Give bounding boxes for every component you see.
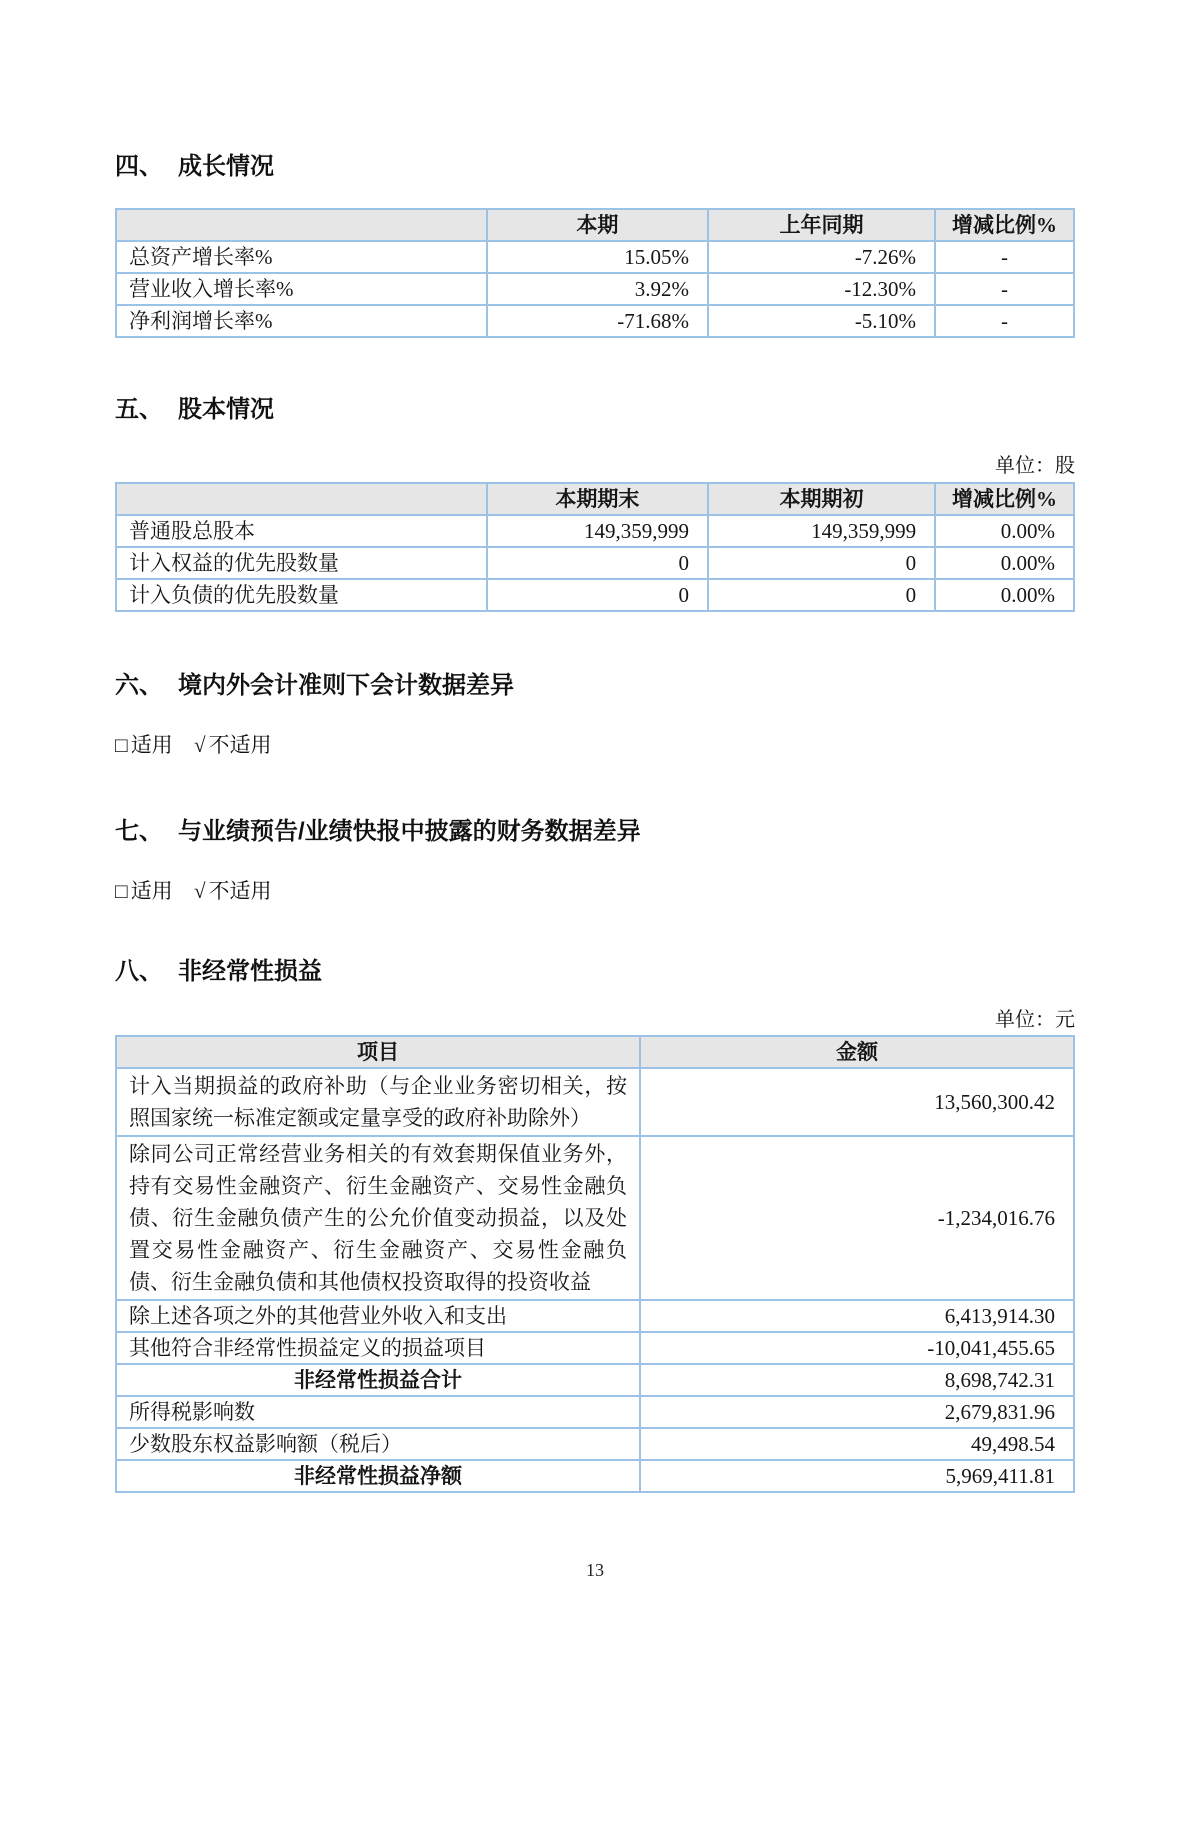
growth-table-header-row (116, 209, 1074, 241)
table-row (116, 1068, 1074, 1136)
table-row-total (116, 1364, 1074, 1396)
row-label: 净利润增长率% (116, 305, 487, 337)
table-row (116, 579, 1074, 611)
checkmark-icon: √ (193, 733, 206, 757)
table-row (116, 547, 1074, 579)
current-value: -71.68% (487, 305, 708, 337)
checkbox-unchecked-icon: □ (115, 879, 128, 903)
item-cell: 所得税影响数 (116, 1396, 640, 1428)
row-label: 计入负债的优先股数量 (116, 579, 487, 611)
change-value: - (935, 273, 1074, 305)
section-forecast-differences-heading (115, 818, 1075, 846)
section-number: 七、 (115, 818, 163, 845)
column-header-current: 本期 (487, 209, 708, 241)
section-non-recurring-heading (115, 958, 1075, 986)
amount-cell: 5,969,411.81 (640, 1460, 1074, 1492)
column-header-item: 项目 (116, 1036, 640, 1068)
amount-cell: 6,413,914.30 (640, 1300, 1074, 1332)
table-row (116, 241, 1074, 273)
period-begin-value: 149,359,999 (708, 515, 935, 547)
item-cell: 计入当期损益的政府补助（与企业业务密切相关，按照国家统一标准定额或定量享受的政府补助除外） (116, 1068, 640, 1136)
section-title-text: 成长情况 (178, 153, 274, 180)
row-label: 普通股总股本 (116, 515, 487, 547)
checkmark-icon: √ (193, 879, 206, 903)
section-title-text: 股本情况 (178, 396, 274, 423)
column-header-period-begin: 本期期初 (708, 483, 935, 515)
prior-value: -7.26% (708, 241, 935, 273)
page-number: 13 (586, 1560, 604, 1580)
applicable-option (115, 733, 173, 757)
column-header-period-end: 本期期末 (487, 483, 708, 515)
amount-cell: -10,041,455.65 (640, 1332, 1074, 1364)
table-row (116, 1428, 1074, 1460)
table-row (116, 515, 1074, 547)
change-value: 0.00% (935, 579, 1074, 611)
share-capital-table (115, 482, 1075, 612)
checkbox-unchecked-icon: □ (115, 733, 128, 757)
section-title-text: 非经常性损益 (178, 958, 322, 985)
row-label: 计入权益的优先股数量 (116, 547, 487, 579)
change-value: - (935, 305, 1074, 337)
not-applicable-option (194, 733, 272, 757)
applicability-options (115, 732, 1075, 758)
unit-label-yuan: 单位：元 (995, 1009, 1075, 1031)
prior-value: -12.30% (708, 273, 935, 305)
applicable-option (115, 879, 173, 903)
applicability-options (115, 878, 1075, 904)
report-page (0, 153, 1200, 1581)
section-number: 八、 (115, 958, 163, 985)
section-title-text: 境内外会计准则下会计数据差异 (178, 672, 514, 699)
table-row-total (116, 1460, 1074, 1492)
total-label-cell: 非经常性损益合计 (116, 1364, 640, 1396)
section-number: 六、 (115, 672, 163, 699)
section-title-text: 与业绩预告/业绩快报中披露的财务数据差异 (178, 818, 641, 845)
table-row (116, 1396, 1074, 1428)
applicable-label: 适用 (130, 733, 173, 757)
not-applicable-option (194, 879, 272, 903)
row-label: 总资产增长率% (116, 241, 487, 273)
column-header-prior: 上年同期 (708, 209, 935, 241)
change-value: - (935, 241, 1074, 273)
unit-label-shares: 单位：股 (995, 455, 1075, 477)
change-value: 0.00% (935, 515, 1074, 547)
section-growth-heading (115, 153, 1075, 181)
period-end-value: 0 (487, 579, 708, 611)
row-label: 营业收入增长率% (116, 273, 487, 305)
period-end-value: 149,359,999 (487, 515, 708, 547)
period-begin-value: 0 (708, 547, 935, 579)
item-cell: 少数股东权益影响额（税后） (116, 1428, 640, 1460)
column-header-amount: 金额 (640, 1036, 1074, 1068)
total-label-cell: 非经常性损益净额 (116, 1460, 640, 1492)
period-begin-value: 0 (708, 579, 935, 611)
column-header-change: 增减比例% (935, 483, 1074, 515)
table-row (116, 1332, 1074, 1364)
amount-cell: 13,560,300.42 (640, 1068, 1074, 1136)
section-number: 四、 (115, 153, 163, 180)
amount-cell: 2,679,831.96 (640, 1396, 1074, 1428)
empty-header-cell (116, 209, 487, 241)
current-value: 15.05% (487, 241, 708, 273)
change-value: 0.00% (935, 547, 1074, 579)
item-cell: 其他符合非经常性损益定义的损益项目 (116, 1332, 640, 1364)
section-accounting-differences-heading (115, 672, 1075, 700)
prior-value: -5.10% (708, 305, 935, 337)
current-value: 3.92% (487, 273, 708, 305)
section-share-capital-heading (115, 396, 1075, 424)
share-capital-header-row (116, 483, 1074, 515)
table-row (116, 1300, 1074, 1332)
amount-cell: 49,498.54 (640, 1428, 1074, 1460)
applicable-label: 适用 (130, 879, 173, 903)
table-row (116, 273, 1074, 305)
non-recurring-table (115, 1035, 1075, 1493)
column-header-change: 增减比例% (935, 209, 1074, 241)
item-cell: 除同公司正常经营业务相关的有效套期保值业务外，持有交易性金融资产、衍生金融资产、交易性金融负债、衍生金融负债产生的公允价值变动损益，以及处置交易性金融资产、衍生金融资产、交易性金融负债、衍生金融负债和其他债权投资取得的投资收益 (116, 1136, 640, 1300)
item-cell: 除上述各项之外的其他营业外收入和支出 (116, 1300, 640, 1332)
table-row (116, 305, 1074, 337)
table-row (116, 1136, 1074, 1300)
section-number: 五、 (115, 396, 163, 423)
empty-header-cell (116, 483, 487, 515)
growth-table (115, 208, 1075, 338)
amount-cell: 8,698,742.31 (640, 1364, 1074, 1396)
period-end-value: 0 (487, 547, 708, 579)
not-applicable-label: 不适用 (208, 879, 272, 903)
non-recurring-header-row (116, 1036, 1074, 1068)
not-applicable-label: 不适用 (208, 733, 272, 757)
amount-cell: -1,234,016.76 (640, 1136, 1074, 1300)
